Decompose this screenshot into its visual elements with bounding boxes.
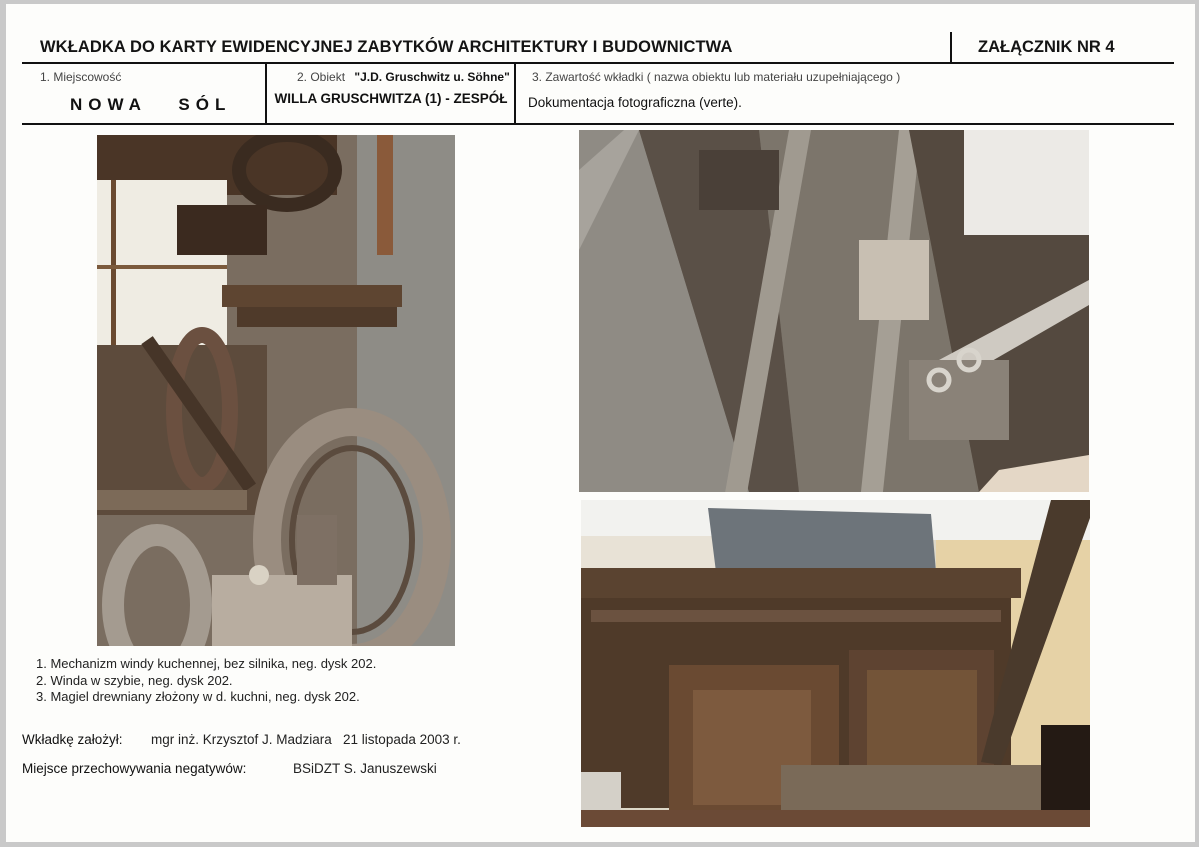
field-divider (265, 64, 267, 123)
photo-lift-shaft (579, 130, 1089, 492)
object-name: WILLA GRUSCHWITZA (1) - ZESPÓŁ (274, 91, 508, 106)
document-title: WKŁADKA DO KARTY EWIDENCYJNEJ ZABYTKÓW ARCHITEKTURY I BUDOWNICTWA (40, 38, 733, 56)
storage-value: BSiDZT S. Januszewski (293, 761, 437, 776)
author-label: Wkładkę założył: (22, 732, 123, 747)
storage-label: Miejsce przechowywania negatywów: (22, 761, 247, 776)
annex-number: ZAŁĄCZNIK NR 4 (978, 38, 1115, 56)
content-value: Dokumentacja fotograficzna (verte). (528, 95, 742, 110)
record-sheet (6, 4, 1195, 842)
header-separator (950, 32, 952, 64)
object-subtitle: "J.D. Gruschwitz u. Söhne" (354, 70, 510, 84)
photo-captions (36, 656, 376, 706)
caption-item: 2. Winda w szybie, neg. dysk 202. (36, 672, 233, 688)
fields-rule (22, 123, 1174, 125)
caption-item: 3. Magiel drewniany złożony w d. kuchni, neg. dysk 202. (36, 689, 360, 704)
caption-item: 1. Mechanizm windy kuchennej, bez silnika, neg. dysk 202. (36, 656, 377, 671)
header-rule (22, 62, 1174, 64)
locality-value: NOWA SÓL (70, 95, 232, 114)
photo-wooden-mangle (581, 500, 1090, 827)
field-divider (514, 64, 516, 123)
author-value: mgr inż. Krzysztof J. Madziara 21 listopada 2003 r. (151, 732, 461, 747)
photo-lift-mechanism (97, 135, 455, 646)
locality-label: 1. Miejscowość (40, 70, 122, 84)
object-label-row (297, 70, 510, 84)
content-label: 3. Zawartość wkładki ( nazwa obiektu lub materiału uzupełniającego ) (532, 70, 901, 84)
object-label: 2. Obiekt (297, 70, 346, 84)
